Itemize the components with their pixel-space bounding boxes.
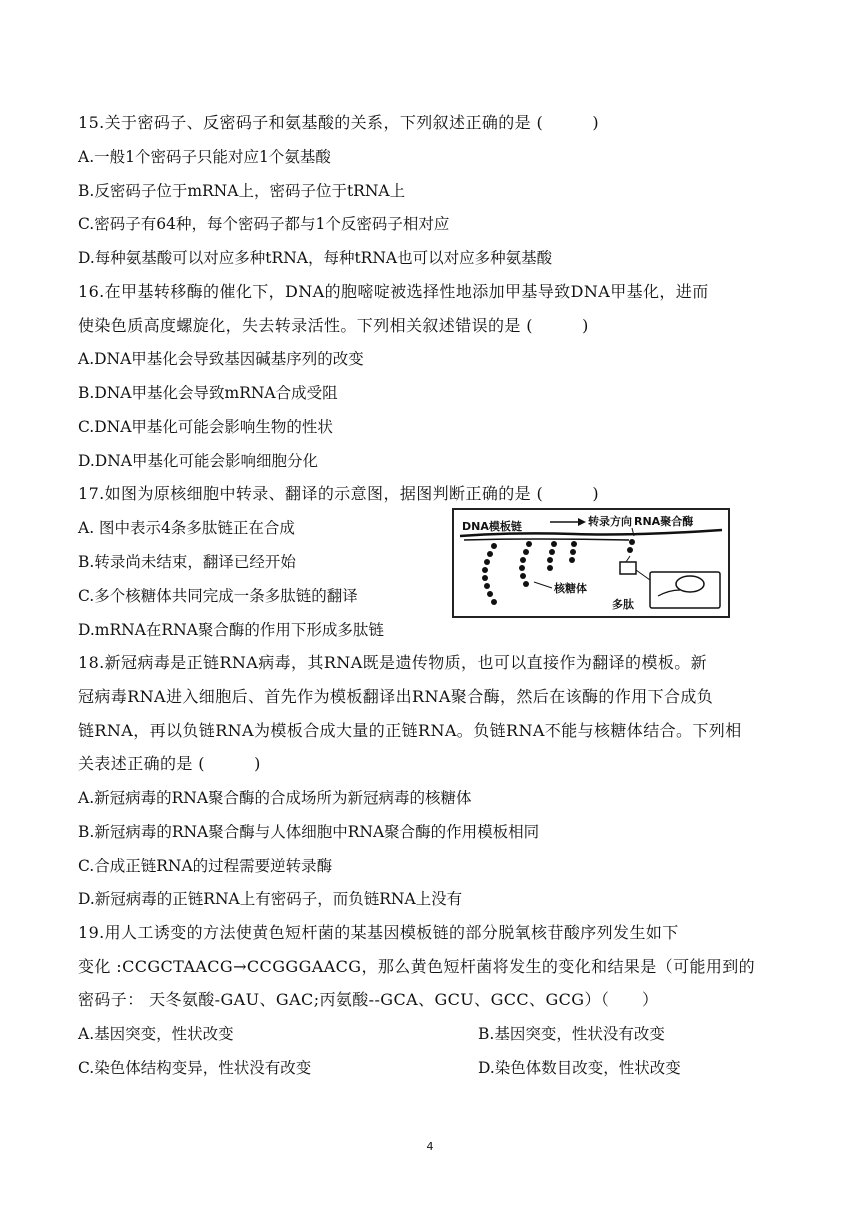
peptide-inset [650, 572, 720, 608]
dna-label: DNA模板链 [462, 520, 522, 533]
inset-connector [636, 570, 650, 580]
page-number: 4 [426, 1140, 434, 1153]
q19-option-b: B.基因突变，性状没有改变 [478, 1025, 665, 1043]
mrna-strand [464, 539, 629, 540]
q17-option-a: A. 图中表示4条多肽链正在合成 [78, 519, 295, 537]
polyribosome-chains [482, 539, 635, 605]
q16-option-c: C.DNA甲基化可能会影响生物的性状 [78, 418, 333, 436]
q18-stem-line2: 冠病毒RNA进入细胞后、首先作为模板翻译出RNA聚合酶，然后在该酶的作用下合成负 [78, 687, 714, 706]
q19-stem-line2: 变化 :CCGCTAACG→CCGGGAACG，那么黄色短杆菌将发生的变化和结果是（可能用到的 [78, 957, 756, 976]
peptide-chain [658, 590, 680, 596]
q18-stem-line3: 链RNA，再以负链RNA为模板合成大量的正链RNA。负链RNA不能与核糖体结合。下列相 [78, 721, 742, 740]
q19-stem-line3: 密码子： 天冬氨酸-GAU、GAC;丙氨酸--GCA、GCU、GCC、GCG）（ ） [78, 990, 659, 1009]
q18-option-d: D.新冠病毒的正链RNA上有密码子，而负链RNA上没有 [78, 890, 463, 908]
q16-option-b: B.DNA甲基化会导致mRNA合成受阻 [78, 384, 338, 402]
q17-option-b: B.转录尚未结束，翻译已经开始 [78, 553, 296, 571]
q15-option-b: B.反密码子位于mRNA上，密码子位于tRNA上 [78, 182, 406, 200]
q18-option-a: A.新冠病毒的RNA聚合酶的合成场所为新冠病毒的核糖体 [78, 789, 472, 807]
q17-option-d: D.mRNA在RNA聚合酶的作用下形成多肽链 [78, 621, 384, 639]
q19-stem-line1: 19.用人工诱变的方法使黄色短杆菌的某基因模板链的部分脱氧核苷酸序列发生如下 [78, 923, 679, 942]
peptide-label: 多肽 [612, 598, 634, 611]
q18-stem-line1: 18.新冠病毒是正链RNA病毒，其RNA既是遗传物质，也可以直接作为翻译的模板。新 [78, 653, 708, 672]
q18-option-c: C.合成正链RNA的过程需要逆转录酶 [78, 857, 333, 875]
q18-stem-line4: 关表述正确的是 ( ) [78, 754, 261, 773]
ribosome-box [620, 562, 636, 574]
q15-option-c: C.密码子有64种，每个密码子都与1个反密码子相对应 [78, 215, 450, 233]
ribosome-pointer [534, 582, 552, 588]
peptide-ribosome [676, 576, 704, 592]
q19-option-c: C.染色体结构变异，性状没有改变 [78, 1059, 312, 1077]
q18-option-b: B.新冠病毒的RNA聚合酶与人体细胞中RNA聚合酶的作用模板相同 [78, 823, 540, 841]
q15-option-a: A.一般1个密码子只能对应1个氨基酸 [78, 148, 331, 166]
q19-option-a: A.基因突变，性状改变 [78, 1025, 234, 1043]
ribosome-box-line [626, 556, 630, 562]
q17-stem: 17.如图为原核细胞中转录、翻译的示意图，据图判断正确的是 ( ) [78, 484, 600, 503]
q15-stem: 15.关于密码子、反密码子和氨基酸的关系，下列叙述正确的是 ( ) [78, 113, 600, 132]
direction-arrow-head [578, 518, 586, 526]
q16-stem-line2: 使染色质高度螺旋化，失去转录活性。下列相关叙述错误的是 ( ) [78, 316, 589, 335]
q16-option-d: D.DNA甲基化可能会影响细胞分化 [78, 452, 318, 470]
q19-option-d: D.染色体数目改变，性状改变 [478, 1059, 681, 1077]
ribosome-label: 核糖体 [554, 582, 587, 595]
direction-label: 转录方向 [588, 515, 632, 528]
transcription-translation-figure [452, 508, 730, 618]
q16-stem-line1: 16.在甲基转移酶的催化下，DNA的胞嘧啶被选择性地添加甲基导致DNA甲基化，进而 [78, 282, 709, 301]
q15-option-d: D.每种氨基酸可以对应多种tRNA，每种tRNA也可以对应多种氨基酸 [78, 249, 553, 267]
q17-option-c: C.多个核糖体共同完成一条多肽链的翻译 [78, 587, 358, 605]
polymerase-label: RNA聚合酶 [634, 515, 694, 528]
figure-svg [454, 510, 728, 616]
q16-option-a: A.DNA甲基化会导致基因碱基序列的改变 [78, 350, 364, 368]
